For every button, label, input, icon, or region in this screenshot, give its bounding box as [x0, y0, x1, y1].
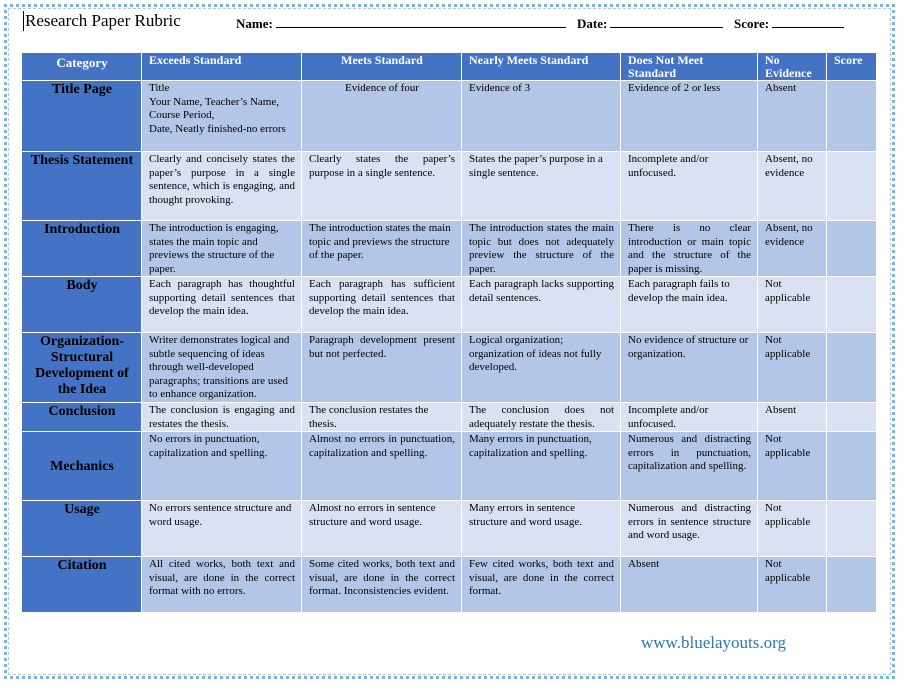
cell-exceeds: No errors in punctuation, capitalization and spelling. [142, 432, 302, 501]
cell-nearly: The conclusion does not adequately restate the thesis. [462, 403, 621, 432]
cell-exceeds [142, 81, 302, 152]
cell-exceeds: No errors sentence structure and word usage. [142, 501, 302, 557]
cell-no-evidence: Absent [758, 403, 827, 432]
cell-does-not: Evidence of 2 or less [621, 81, 758, 152]
cell-no-evidence: Not applicable [758, 277, 827, 333]
cell-score[interactable] [827, 333, 877, 403]
score-line[interactable] [772, 15, 844, 28]
date-field[interactable] [577, 15, 723, 32]
column-header-nearly: Nearly Meets Standard [462, 53, 621, 81]
cell-no-evidence: Not applicable [758, 333, 827, 403]
cell-no-evidence: Not applicable [758, 501, 827, 557]
cell-score[interactable] [827, 152, 877, 221]
cell-no-evidence: Not applicable [758, 432, 827, 501]
cell-score[interactable] [827, 81, 877, 152]
cell-meets: Paragraph development present but not perfected. [302, 333, 462, 403]
cell-does-not: Numerous and distracting errors in punctuation, capitalization and spelling. [621, 432, 758, 501]
table-row [22, 277, 877, 333]
score-field[interactable] [734, 15, 844, 32]
cell-nearly: Evidence of 3 [462, 81, 621, 152]
row-category: Body [22, 277, 142, 333]
cell-meets: The introduction states the main topic and previews the structure of the paper. [302, 221, 462, 277]
column-header-does-not: Does Not Meet Standard [621, 53, 758, 81]
table-row [22, 81, 877, 152]
cell-exceeds: Clearly and concisely states the paper’s purpose in a single sentence, which is engaging, and thought provoking. [142, 152, 302, 221]
name-label: Name: [236, 16, 273, 31]
table-row [22, 432, 877, 501]
cell-meets: Some cited works, both text and visual, are done in the correct format. Inconsistencies evident. [302, 557, 462, 613]
cell-nearly: Many errors in punctuation, capitalization and spelling. [462, 432, 621, 501]
cell-nearly: Logical organization; organization of ideas not fully developed. [462, 333, 621, 403]
row-category: Introduction [22, 221, 142, 277]
name-line[interactable] [276, 15, 566, 28]
cell-no-evidence: Absent [758, 81, 827, 152]
table-row [22, 221, 877, 277]
cell-nearly: Few cited works, both text and visual, are done in the correct format. [462, 557, 621, 613]
rubric-table [21, 52, 877, 613]
column-header-category: Category [22, 53, 142, 81]
table-row [22, 501, 877, 557]
row-category: Mechanics [22, 432, 142, 501]
name-field[interactable] [236, 15, 566, 32]
cell-does-not: Numerous and distracting errors in sentence structure and word usage. [621, 501, 758, 557]
cell-meets: Almost no errors in sentence structure and word usage. [302, 501, 462, 557]
row-category: Title Page [22, 81, 142, 152]
column-header-meets: Meets Standard [302, 53, 462, 81]
column-header-no-evidence: No Evidence [758, 53, 827, 81]
cell-nearly: Each paragraph lacks supporting detail sentences. [462, 277, 621, 333]
cell-score[interactable] [827, 403, 877, 432]
row-category: Citation [22, 557, 142, 613]
cell-exceeds-text: Title Your Name, Teacher’s Name, Course Period, Date, Neatly finished-no errors [149, 82, 286, 135]
cell-does-not: Each paragraph fails to develop the main idea. [621, 277, 758, 333]
document-header [21, 11, 876, 35]
row-category: Conclusion [22, 403, 142, 432]
cell-does-not: Incomplete and/or unfocused. [621, 403, 758, 432]
cell-score[interactable] [827, 557, 877, 613]
row-category: Thesis Statement [22, 152, 142, 221]
cell-no-evidence: Absent, no evidence [758, 221, 827, 277]
cell-meets: The conclusion restates the thesis. [302, 403, 462, 432]
table-header-row [22, 53, 877, 81]
date-line[interactable] [610, 15, 723, 28]
cell-does-not: There is no clear introduction or main topic and the structure of the paper is missing. [621, 221, 758, 277]
row-category: Usage [22, 501, 142, 557]
column-header-exceeds: Exceeds Standard [142, 53, 302, 81]
cell-exceeds: Writer demonstrates logical and subtle sequencing of ideas through well-developed paragraphs; transitions are used to enhance organization. [142, 333, 302, 403]
cell-score[interactable] [827, 501, 877, 557]
score-label: Score: [734, 16, 770, 31]
cell-nearly: The introduction states the main topic but does not adequately preview the structure of the paper. [462, 221, 621, 277]
cell-score[interactable] [827, 432, 877, 501]
row-category: Organization-Structural Development of the Idea [22, 333, 142, 403]
cell-nearly: Many errors in sentence structure and word usage. [462, 501, 621, 557]
cell-score[interactable] [827, 221, 877, 277]
table-row [22, 333, 877, 403]
cell-meets: Clearly states the paper’s purpose in a single sentence. [302, 152, 462, 221]
cell-nearly: States the paper’s purpose in a single sentence. [462, 152, 621, 221]
table-row [22, 152, 877, 221]
cell-does-not: Absent [621, 557, 758, 613]
cell-score[interactable] [827, 277, 877, 333]
cell-exceeds: Each paragraph has thoughtful supporting detail sentences that develop the main idea. [142, 277, 302, 333]
table-row [22, 557, 877, 613]
cell-no-evidence: Not applicable [758, 557, 827, 613]
footer-website-link[interactable]: www.bluelayouts.org [641, 633, 786, 652]
table-row [22, 403, 877, 432]
cell-meets: Evidence of four [302, 81, 462, 152]
cell-meets: Each paragraph has sufficient supporting detail sentences that develop the main idea. [302, 277, 462, 333]
cell-no-evidence: Absent, no evidence [758, 152, 827, 221]
document-title: Research Paper Rubric [25, 11, 181, 30]
cell-exceeds: All cited works, both text and visual, are done in the correct format with no errors. [142, 557, 302, 613]
cell-exceeds: The conclusion is engaging and restates the thesis. [142, 403, 302, 432]
cell-meets: Almost no errors in punctuation, capitalization and spelling. [302, 432, 462, 501]
cell-exceeds: The introduction is engaging, states the main topic and previews the structure of the paper. [142, 221, 302, 277]
date-label: Date: [577, 16, 608, 31]
cell-does-not: No evidence of structure or organization. [621, 333, 758, 403]
cell-does-not: Incomplete and/or unfocused. [621, 152, 758, 221]
column-header-score: Score [827, 53, 877, 81]
